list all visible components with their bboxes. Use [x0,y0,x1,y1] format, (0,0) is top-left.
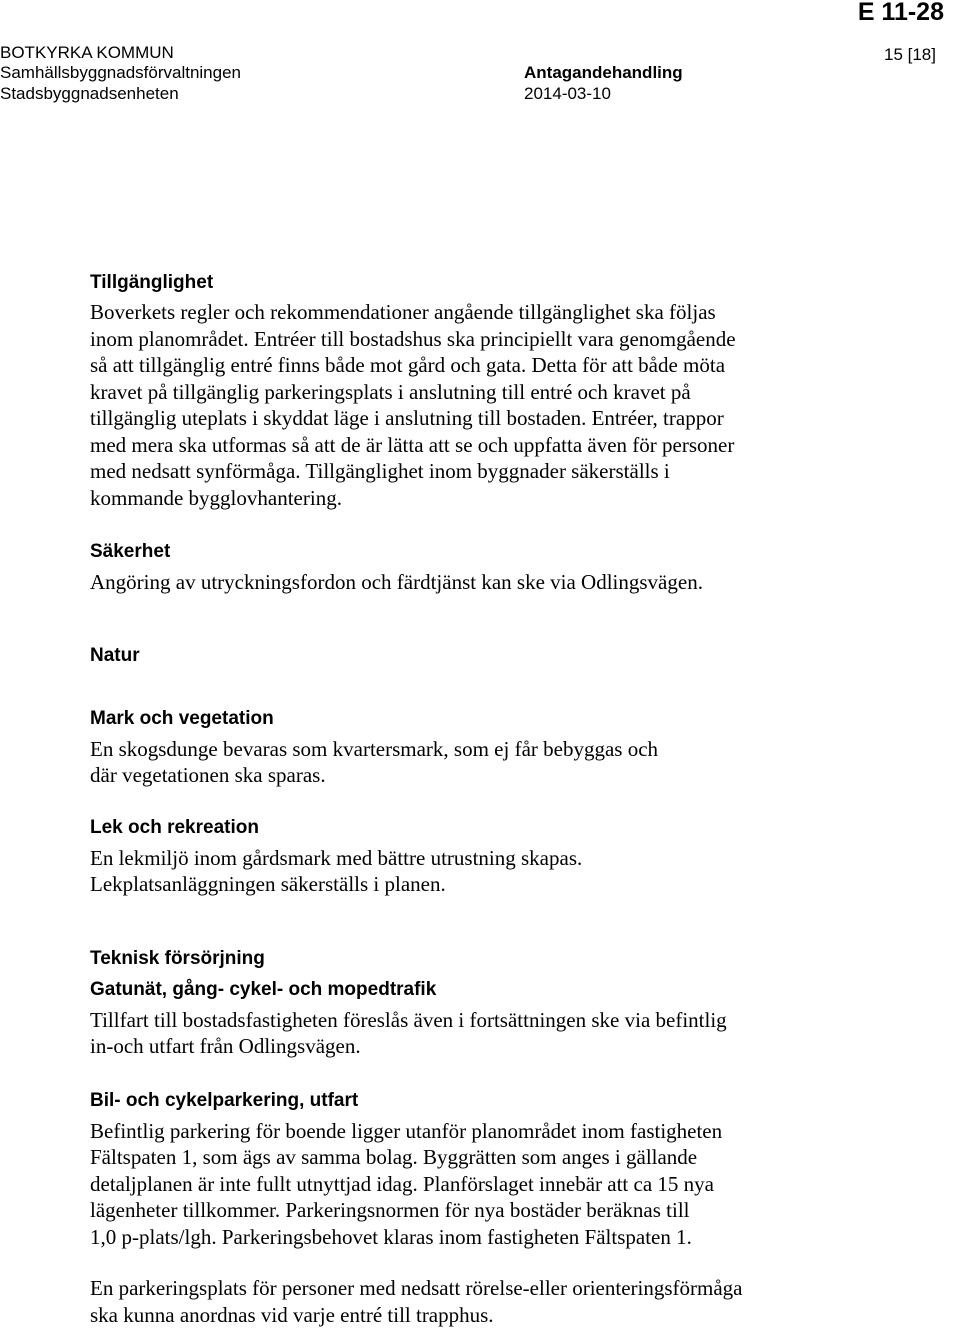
text-line: Boverkets regler och rekommendationer angående tillgänglighet ska följas [90,299,910,326]
text-line: in-och utfart från Odlingsvägen. [90,1033,910,1060]
organization-name: BOTKYRKA KOMMUN [0,43,174,63]
text-line: 1,0 p-plats/lgh. Parkeringsbehovet klaras inom fastigheten Fältspaten 1. [90,1224,910,1251]
heading-lek-och-rekreation: Lek och rekreation [90,815,910,841]
heading-tillganglighet: Tillgänglighet [90,270,910,296]
text-line: Angöring av utryckningsfordon och färdtjänst kan ske via Odlingsvägen. [90,569,910,596]
document-body [90,270,910,1328]
page-number: 15 [18] [884,45,936,65]
text-line: Lekplatsanläggningen säkerställs i planen. [90,871,910,898]
paragraph-sakerhet [90,569,910,596]
paragraph-gatunat [90,1007,910,1060]
text-line: Tillfart till bostadsfastigheten föreslås även i fortsättningen ske via befintlig [90,1007,910,1034]
text-line: inom planområdet. Entréer till bostadshus ska principiellt vara genomgående [90,326,910,353]
text-line: med mera ska utformas så att de är lätta att se och uppfatta även för personer [90,432,910,459]
text-line: där vegetationen ska sparas. [90,762,910,789]
paragraph-tillganglighet [90,299,910,511]
text-line: detaljplanen är inte fullt utnyttjad idag. Planförslaget innebär att ca 15 nya [90,1171,910,1198]
heading-gatunat: Gatunät, gång- cykel- och mopedtrafik [90,977,910,1003]
heading-natur: Natur [90,643,910,669]
unit-name: Stadsbyggnadsenheten [0,84,179,104]
heading-bil-och-cykelparkering: Bil- och cykelparkering, utfart [90,1088,910,1114]
paragraph-parkering [90,1118,910,1251]
text-line: kommande bygglovhantering. [90,485,910,512]
heading-mark-och-vegetation: Mark och vegetation [90,706,910,732]
document-date: 2014-03-10 [524,84,611,104]
paragraph-parkering-tillganglig [90,1275,910,1328]
text-line: Fältspaten 1, som ägs av samma bolag. Byggrätten som anges i gällande [90,1144,910,1171]
text-line: En lekmiljö inom gårdsmark med bättre utrustning skapas. [90,845,910,872]
text-line: kravet på tillgänglig parkeringsplats i anslutning till entré och kravet på [90,379,910,406]
text-line: En skogsdunge bevaras som kvartersmark, som ej får bebyggas och [90,736,910,763]
heading-sakerhet: Säkerhet [90,539,910,565]
text-line: Befintlig parkering för boende ligger utanför planområdet inom fastigheten [90,1118,910,1145]
text-line: så att tillgänglig entré finns både mot gård och gata. Detta för att både möta [90,352,910,379]
paragraph-mark-och-vegetation [90,736,910,789]
text-line: med nedsatt synförmåga. Tillgänglighet inom byggnader säkerställs i [90,458,910,485]
document-type: Antagandehandling [524,63,683,83]
text-line: En parkeringsplats för personer med nedsatt rörelse-eller orienteringsförmåga [90,1275,910,1302]
text-line: ska kunna anordnas vid varje entré till trapphus. [90,1302,910,1328]
text-line: tillgänglig uteplats i skyddat läge i anslutning till bostaden. Entréer, trappor [90,405,910,432]
paragraph-lek-och-rekreation [90,845,910,898]
heading-teknisk-forsorjning: Teknisk försörjning [90,946,910,972]
department-name: Samhällsbyggnadsförvaltningen [0,63,241,83]
document-code: E 11-28 [858,0,944,27]
text-line: lägenheter tillkommer. Parkeringsnormen för nya bostäder beräknas till [90,1197,910,1224]
